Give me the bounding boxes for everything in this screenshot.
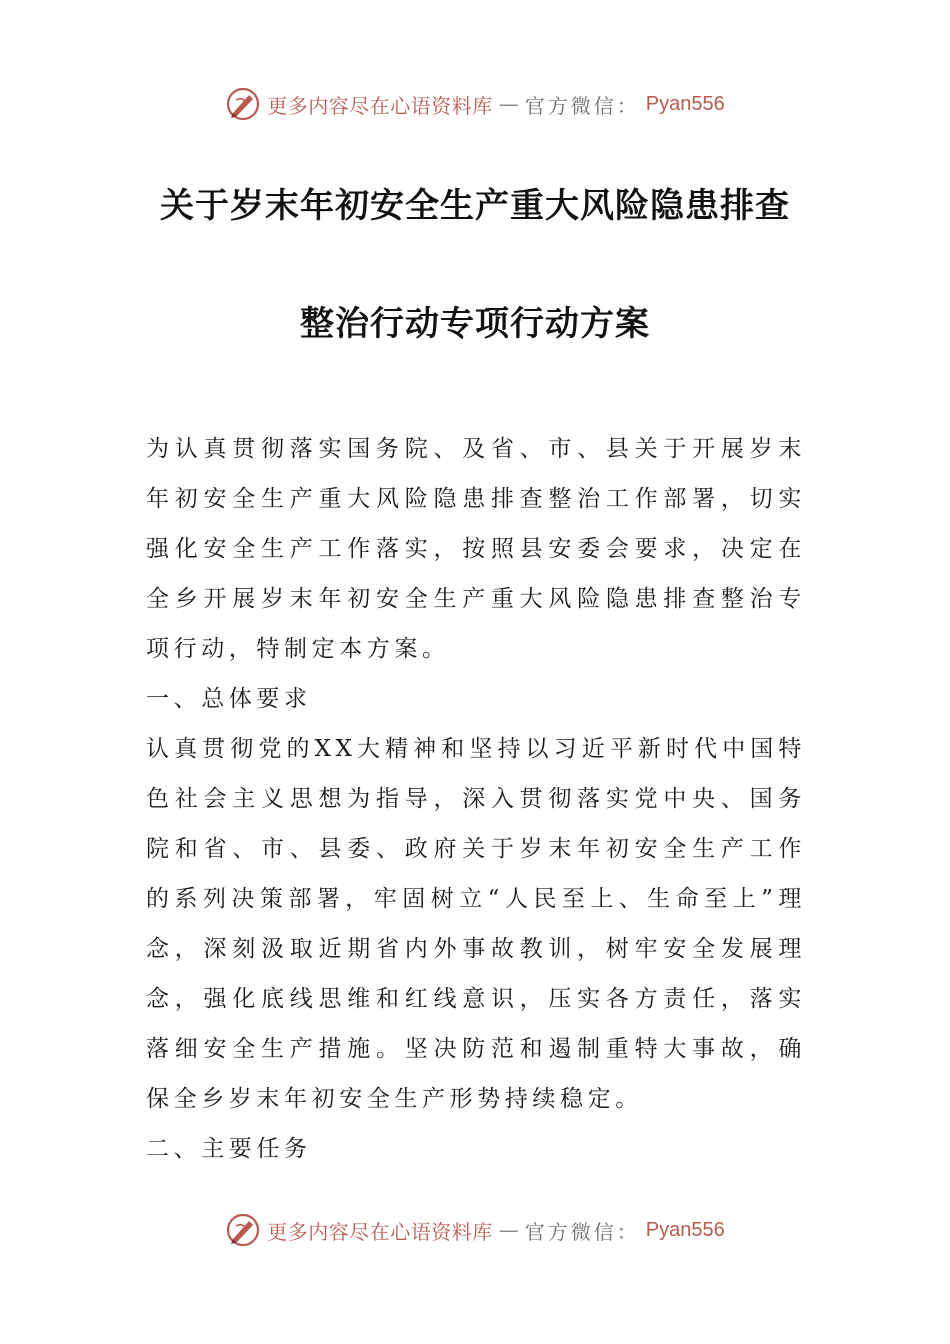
intro-paragraph: 为认真贯彻落实国务院、及省、市、县关于开展岁末年初安全生产重大风险隐患排查整治工作部署，切实强化安全生产工作落实，按照县安委会要求，决定在全乡开展岁末年初安全生产重大风险隐患排查整治专项行动，特制定本方案。	[146, 436, 806, 662]
overall-requirements-paragraph: 认真贯彻党的XX大精神和坚持以习近平新时代中国特色社会主义思想为指导，深入贯彻落实党中央、国务院和省、市、县委、政府关于岁末年初安全生产工作的系列决策部署，牢固树立“人民至上、生命至上”理念，深刻汲取近期省内外事故教训，树牢安全发展理念，强化底线思维和红线意识，压实各方责任，落实落细安全生产措施。坚决防范和遏制重特大事故，确保全乡岁末年初安全生产形势持续稳定。	[146, 736, 806, 1112]
watermark-separator: —	[498, 1218, 519, 1242]
document-title-line-2: 整治行动专项行动方案	[300, 304, 650, 344]
watermark-main-text: 更多内容尽在心语资料库	[267, 93, 493, 118]
section-heading-overall-requirements: 一、总体要求	[146, 686, 312, 712]
watermark-banner-bottom	[0, 1206, 950, 1254]
watermark-main-text: 更多内容尽在心语资料库	[267, 1219, 493, 1244]
watermark-banner-top	[0, 80, 950, 128]
pen-logo-icon	[225, 86, 261, 122]
watermark-wechat-id: Pyan556	[645, 92, 725, 115]
watermark-wechat-label: 官方微信：	[524, 1219, 640, 1244]
document-body	[146, 424, 806, 1174]
watermark-wechat-label: 官方微信：	[524, 93, 640, 118]
watermark-separator: —	[498, 92, 519, 116]
section-heading-main-tasks: 二、主要任务	[146, 1136, 312, 1162]
document-title-line-1: 关于岁末年初安全生产重大风险隐患排查	[160, 186, 790, 226]
watermark-wechat-id: Pyan556	[645, 1218, 725, 1241]
pen-logo-icon	[225, 1212, 261, 1248]
